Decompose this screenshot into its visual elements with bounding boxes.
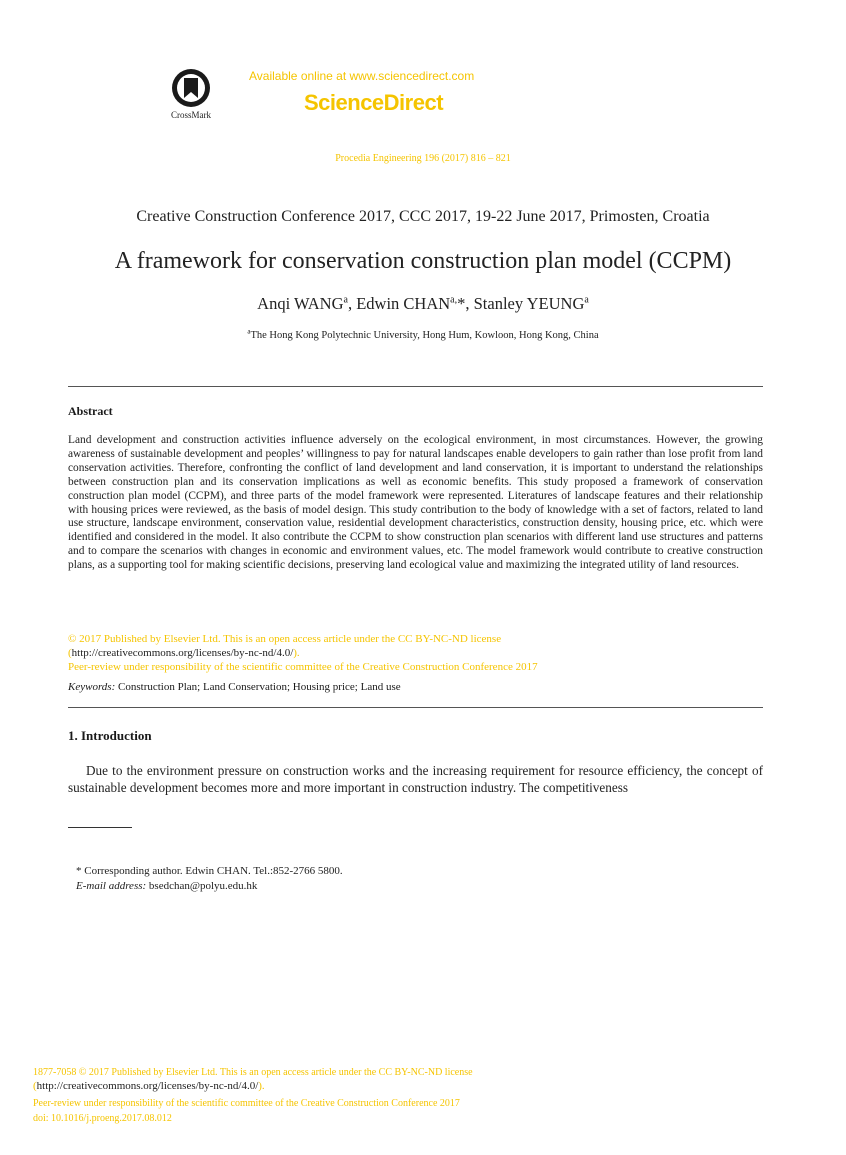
keywords xyxy=(68,681,401,693)
bottom-license-link[interactable]: http://creativecommons.org/licenses/by-nc-nd/4.0/ xyxy=(36,1080,259,1092)
author-affiliation-mark: a, xyxy=(450,294,458,306)
email-address[interactable]: bsedchan@polyu.edu.hk xyxy=(146,879,258,892)
footnote-rule xyxy=(68,827,132,828)
affiliation-text: The Hong Kong Polytechnic University, Hong Hum, Kowloon, Hong Kong, China xyxy=(250,330,599,341)
journal-reference: Procedia Engineering 196 (2017) 816 – 821 xyxy=(335,153,511,164)
abstract-bottom-rule xyxy=(68,707,763,708)
author-name: Anqi WANG xyxy=(257,294,344,313)
crossmark-badge[interactable] xyxy=(165,68,217,124)
abstract-heading: Abstract xyxy=(68,404,113,418)
abstract-copyright: © 2017 Published by Elsevier Ltd. This is an open access article under the CC BY-NC-ND license xyxy=(68,633,502,645)
conference-name: Creative Construction Conference 2017, CCC 2017, 19-22 June 2017, Primosten, Croatia xyxy=(136,208,710,225)
author-list xyxy=(0,294,846,314)
abstract-license xyxy=(68,647,300,660)
abstract-peer-review: Peer-review under responsibility of the scientific committee of the Creative Construction Conference 2017 xyxy=(68,661,538,673)
bottom-license-open-paren: ( xyxy=(33,1080,37,1092)
affiliation xyxy=(0,327,846,341)
crossmark-icon xyxy=(171,68,211,108)
abstract-body: Land development and construction activities influence adversely on the ecological environment, in most circumstances. However, the growing awareness of sustainable development and peoples’ willingness to pay for natural landscapes enable developers to gain rather than lose profit from land conservation activities. Therefore, confronting the conflict of land development and land conservation, it is important to understand the relationships between construction plan and its conservation implications as well as economic benefits. This study proposed a framework of conservation construction plan model (CCPM), and three parts of the model framework were represented. Literatures of landscape features and their relationship with housing prices were reviewed, as the basis of model design. This study contribution to the body of knowledge with a set of factors, related to land use structure, landscape environment, conservation value, residential development characteristics, construction density, housing price, etc. which were identified and considered in the model. It also contribute the CCPM to show construction plan scenarios with different land use structures and patterns and to compare the scenarios with changes in economic and environment values, etc. The model framework would contribute to creative construction plans, as a supporting tool for making scientific decisions, preserving land ecological value and maximizing the integrated utility of land resources. xyxy=(68,434,763,572)
author-separator: , xyxy=(347,294,357,313)
footnote xyxy=(76,864,343,893)
crossmark-label: CrossMark xyxy=(171,110,211,120)
bottom-peer-review: Peer-review under responsibility of the scientific committee of the Creative Construction Conference 2017 xyxy=(33,1098,460,1109)
affiliation-mark: a xyxy=(247,327,251,336)
keywords-list: Construction Plan; Land Conservation; Housing price; Land use xyxy=(115,681,401,693)
section-heading-introduction: 1. Introduction xyxy=(68,728,152,743)
corresponding-author-note: * Corresponding author. Edwin CHAN. Tel.:852-2766 5800. xyxy=(76,865,343,877)
author-separator: , xyxy=(465,294,474,313)
keywords-label: Keywords: xyxy=(68,681,116,693)
email-label: E-mail address: xyxy=(76,879,147,892)
paper-title: A framework for conservation construction plan model (CCPM) xyxy=(114,248,732,274)
bottom-license-close-paren: ). xyxy=(258,1080,265,1092)
license-link[interactable]: http://creativecommons.org/licenses/by-nc-nd/4.0/ xyxy=(71,647,294,659)
license-open-paren: ( xyxy=(68,647,72,659)
author-name: Stanley YEUNG xyxy=(473,294,585,313)
sciencedirect-logo[interactable]: ScienceDirect xyxy=(304,90,444,115)
bottom-license xyxy=(33,1080,265,1093)
corresponding-author-mark[interactable]: * xyxy=(457,294,466,313)
email-line xyxy=(76,879,343,894)
author-affiliation-mark: a xyxy=(584,294,589,306)
license-close-paren: ). xyxy=(293,647,300,659)
abstract-top-rule xyxy=(68,386,763,387)
author-name: Edwin CHAN xyxy=(356,294,451,313)
issn-copyright-line: 1877-7058 © 2017 Published by Elsevier Ltd. This is an open access article under the CC BY-NC-ND license xyxy=(33,1067,473,1078)
doi-line[interactable]: doi: 10.1016/j.proeng.2017.08.012 xyxy=(33,1113,172,1124)
author-affiliation-mark: a xyxy=(343,294,348,306)
available-online-link[interactable]: Available online at www.sciencedirect.com xyxy=(249,69,475,83)
introduction-paragraph: Due to the environment pressure on construction works and the increasing requirement for resource efficiency, the concept of sustainable development becomes more and more important in construction industry. The competitiveness xyxy=(68,763,763,795)
